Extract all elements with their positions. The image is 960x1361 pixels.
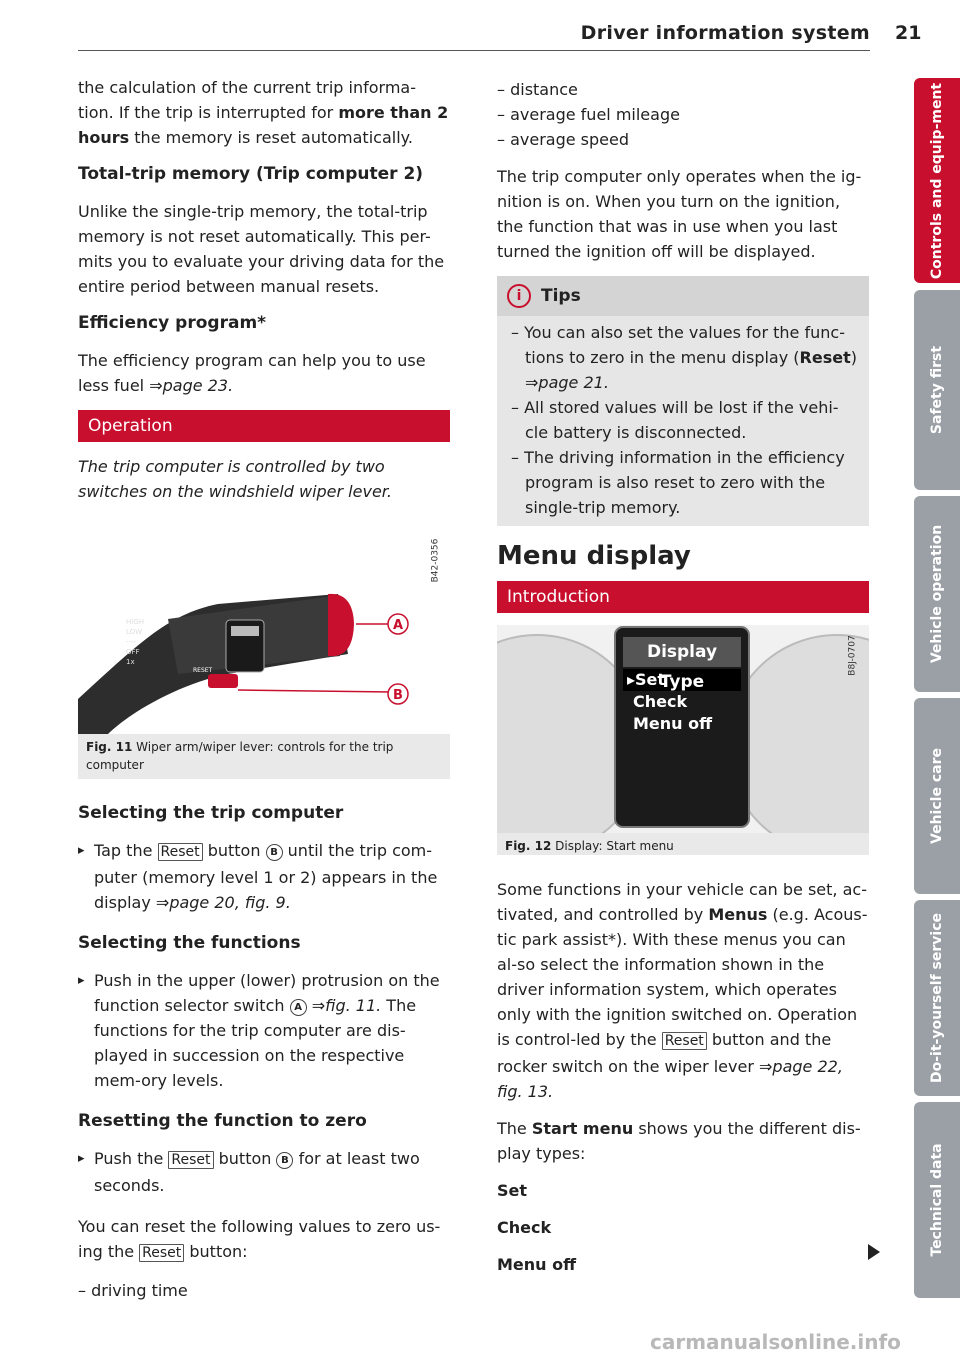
header-rule	[78, 50, 870, 51]
tab-diy-service[interactable]: Do-it-yourself service	[914, 900, 960, 1096]
tips-box	[497, 276, 869, 526]
menu-type-set: Set	[497, 1181, 528, 1200]
fig-ref-link[interactable]: ⇒fig. 11.	[311, 996, 382, 1015]
lever-level-off: OFF	[126, 648, 140, 656]
reset-button-ref: Reset	[139, 1244, 184, 1262]
trip-computer-note: The trip computer only operates when the ig-nition is on. When you turn on the ignition, the function that was in use when you last turned the ignition off will be displayed.	[497, 167, 862, 261]
tab-vehicle-operation[interactable]: Vehicle operation	[914, 496, 960, 692]
display-item-set: ▸Set	[627, 670, 666, 689]
menu-type-check: Check	[497, 1218, 552, 1237]
step-functions: ▸ Push in the upper (lower) protrusion on the function selector switch A ⇒fig. 11. The functions for the trip computer are dis-played in succession on the respective mem-ory levels.	[78, 968, 450, 1093]
right-column	[497, 77, 869, 1289]
heading-total-trip: Total-trip memory (Trip computer 2)	[78, 164, 424, 184]
menus-paragraph: Some functions in your vehicle can be set, ac-tivated, and controlled by Menus (e.g. Acous-tic park assist*). With these menus you can al-so select the information shown in the driver information system, which operates only with the ignition switched on. Operation is control-led by the Reset button and the rocker switch on the wiper lever ⇒page 22, fig. 13.	[497, 880, 868, 1101]
tip-item: – The driving information in the efficiency program is also reset to zero with the single-trip memory.	[511, 448, 845, 517]
total-trip-paragraph: Unlike the single-trip memory, the total-trip memory is not reset automatically. This per-mits you to evaluate your driving data for the entire period between manual resets.	[78, 202, 445, 296]
operation-intro: The trip computer is controlled by two switches on the windshield wiper lever.	[78, 457, 392, 501]
display-item-menu-off: Menu off	[633, 714, 713, 733]
step-reset: ▸ Push the Reset button B for at least two seconds.	[78, 1146, 450, 1198]
callout-a-icon: A	[290, 999, 307, 1016]
reset-button-ref: Reset	[158, 843, 203, 861]
left-column	[78, 75, 450, 1303]
heading-select-trip: Selecting the trip computer	[78, 803, 344, 823]
reset-button-ref: Reset	[168, 1151, 213, 1169]
lever-level-low: LOW	[126, 628, 143, 636]
info-icon: i	[507, 284, 531, 308]
tip-item: – You can also set the values for the func-tions to zero in the menu display (Reset) ⇒page 21.	[511, 323, 857, 392]
figure-caption: Fig. 11 Wiper arm/wiper lever: controls for the trip computer	[86, 740, 394, 772]
tab-technical-data[interactable]: Technical data	[914, 1102, 960, 1298]
display-item-check: Check	[633, 692, 688, 711]
list-item: – distance	[497, 80, 578, 99]
list-item: – driving time	[78, 1281, 188, 1300]
heading-reset-function: Resetting the function to zero	[78, 1111, 367, 1131]
figure-11	[78, 524, 450, 779]
page-ref-link[interactable]: ⇒page 23.	[149, 376, 234, 395]
lever-reset-label: RESET	[193, 667, 213, 674]
section-bar-introduction: Introduction	[497, 581, 869, 613]
page-number: 21	[895, 22, 922, 44]
list-item: – average fuel mileage	[497, 105, 680, 124]
reset-button-ref: Reset	[662, 1032, 707, 1050]
heading-efficiency: Efficiency program*	[78, 313, 267, 333]
intro-paragraph: the calculation of the current trip informa-tion. If the trip is interrupted for more than 2 hours the memory is reset automatically.	[78, 78, 449, 147]
tab-controls[interactable]: Controls and equip-ment	[914, 78, 960, 283]
heading-menu-display: Menu display	[497, 541, 691, 571]
callout-b-icon: B	[276, 1152, 293, 1169]
section-bar-operation: Operation	[78, 410, 450, 442]
page-ref-link[interactable]: ⇒page 22, fig. 13.	[497, 1057, 843, 1101]
callout-b: B	[393, 688, 403, 703]
tip-item: – All stored values will be lost if the vehi-cle battery is disconnected.	[511, 398, 839, 442]
display-title: Display Type	[646, 642, 718, 692]
lever-level-int: ----	[126, 638, 137, 646]
running-header-title: Driver information system	[580, 22, 870, 44]
lever-level-high: HIGH	[126, 618, 145, 626]
figure-12	[497, 625, 869, 855]
start-menu-paragraph: The Start menu shows you the different dis-play types:	[497, 1119, 861, 1163]
step-select: ▸ Tap the Reset button B until the trip com-puter (memory level 1 or 2) appears in the display ⇒page 20, fig. 9.	[78, 838, 450, 915]
page-ref-link[interactable]: ⇒page 20, fig. 9.	[155, 893, 291, 912]
tips-header: i Tips	[497, 276, 869, 316]
menu-type-off: Menu off	[497, 1255, 577, 1274]
lever-level-1x: 1x	[126, 658, 135, 666]
tab-safety[interactable]: Safety first	[914, 290, 960, 490]
wiper-lever-illustration	[78, 524, 450, 734]
reset-values-paragraph: You can reset the following values to zero us-ing the Reset button:	[78, 1217, 441, 1261]
figure-code: B42-0356	[430, 538, 441, 583]
continue-arrow-icon	[868, 1244, 880, 1260]
tab-vehicle-care[interactable]: Vehicle care	[914, 698, 960, 894]
efficiency-paragraph: The efficiency program can help you to use less fuel ⇒page 23.	[78, 351, 426, 395]
watermark: carmanualsonline.info	[650, 1330, 901, 1354]
callout-a: A	[392, 618, 404, 633]
figure-caption: Fig. 12 Display: Start menu	[505, 839, 674, 853]
page-ref-link[interactable]: ⇒page 21.	[525, 373, 609, 392]
figure-code: B8J-0707	[847, 635, 858, 676]
heading-select-functions: Selecting the functions	[78, 933, 301, 953]
callout-b-icon: B	[266, 844, 283, 861]
list-item: – average speed	[497, 130, 630, 149]
